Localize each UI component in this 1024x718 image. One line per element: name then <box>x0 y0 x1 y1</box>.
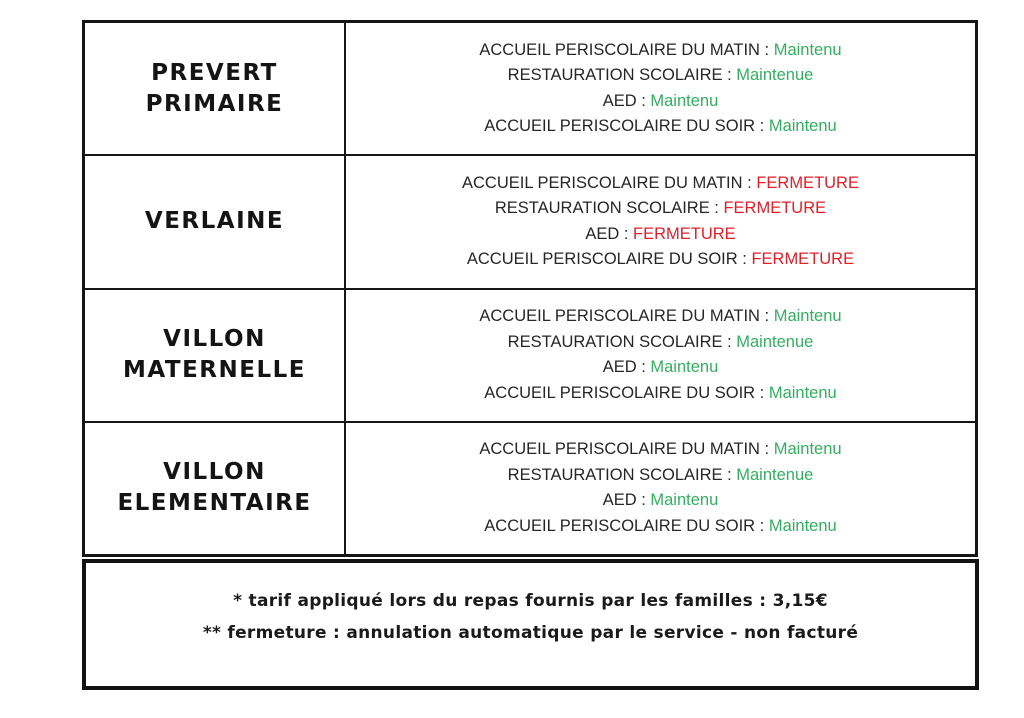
school-name-line: PRIMAIRE <box>145 90 284 117</box>
service-label: AED : <box>585 224 633 243</box>
service-status: Maintenu <box>768 117 837 136</box>
service-status: FERMETURE <box>756 173 859 192</box>
service-label: RESTAURATION SCOLAIRE : <box>507 332 737 351</box>
service-status: Maintenue <box>736 332 814 351</box>
service-line <box>484 381 836 407</box>
service-status: Maintenu <box>650 358 719 377</box>
service-line <box>585 222 735 248</box>
school-name-line: ELEMENTAIRE <box>117 490 312 517</box>
school-name-line: VERLAINE <box>144 208 285 235</box>
service-line <box>462 171 859 197</box>
service-label: ACCUEIL PERISCOLAIRE DU MATIN : <box>479 307 774 326</box>
service-line <box>484 114 836 140</box>
service-label: ACCUEIL PERISCOLAIRE DU MATIN : <box>462 173 757 192</box>
school-name-line: VILLON <box>163 459 266 486</box>
service-line <box>603 89 719 115</box>
service-status: FERMETURE <box>633 224 736 243</box>
school-row <box>85 156 975 289</box>
school-row <box>85 23 975 156</box>
service-label: AED : <box>602 358 651 377</box>
service-label: ACCUEIL PERISCOLAIRE DU MATIN : <box>479 440 774 459</box>
services-cell <box>346 23 975 154</box>
service-line <box>508 463 814 489</box>
service-status: FERMETURE <box>751 250 855 269</box>
service-status: Maintenu <box>773 440 842 459</box>
service-line <box>479 304 841 330</box>
school-name-cell <box>85 423 346 554</box>
service-status: Maintenu <box>768 516 837 535</box>
school-name-line: VILLON <box>163 326 266 353</box>
service-status: Maintenue <box>736 66 814 85</box>
service-status: FERMETURE <box>723 199 827 218</box>
service-line <box>479 38 841 64</box>
service-line <box>495 196 826 222</box>
service-line <box>479 437 841 463</box>
footnote-line: * tarif appliqué lors du repas fournis par les familles : 3,15€ <box>233 591 828 611</box>
service-label: ACCUEIL PERISCOLAIRE DU SOIR : <box>484 383 769 402</box>
service-label: AED : <box>602 491 651 510</box>
footnote-line: ** fermeture : annulation automatique par le service - non facturé <box>202 623 859 643</box>
footnotes-box <box>82 559 979 690</box>
services-cell <box>346 290 975 421</box>
service-label: RESTAURATION SCOLAIRE : <box>507 66 737 85</box>
services-cell <box>346 156 975 287</box>
service-status: Maintenu <box>650 491 719 510</box>
service-label: ACCUEIL PERISCOLAIRE DU SOIR : <box>484 117 769 136</box>
service-status: Maintenu <box>650 91 719 110</box>
service-line <box>484 514 836 540</box>
school-services-table <box>82 20 978 557</box>
school-name-line: PREVERT <box>151 59 278 86</box>
school-name-line: MATERNELLE <box>123 357 306 384</box>
service-line <box>467 247 854 273</box>
service-label: ACCUEIL PERISCOLAIRE DU MATIN : <box>479 40 774 59</box>
services-cell <box>346 423 975 554</box>
service-status: Maintenue <box>736 465 814 484</box>
school-name-cell <box>85 156 346 287</box>
service-line <box>508 63 814 89</box>
school-row <box>85 423 975 554</box>
school-row <box>85 290 975 423</box>
service-line <box>508 330 814 356</box>
service-label: ACCUEIL PERISCOLAIRE DU SOIR : <box>466 250 752 269</box>
service-label: AED : <box>602 91 651 110</box>
service-line <box>603 488 719 514</box>
school-name-cell <box>85 290 346 421</box>
service-status: Maintenu <box>773 40 842 59</box>
service-status: Maintenu <box>773 307 842 326</box>
service-label: RESTAURATION SCOLAIRE : <box>494 199 724 218</box>
service-label: RESTAURATION SCOLAIRE : <box>507 465 737 484</box>
service-status: Maintenu <box>768 383 837 402</box>
service-label: ACCUEIL PERISCOLAIRE DU SOIR : <box>484 516 769 535</box>
school-name-cell <box>85 23 346 154</box>
service-line <box>603 355 719 381</box>
